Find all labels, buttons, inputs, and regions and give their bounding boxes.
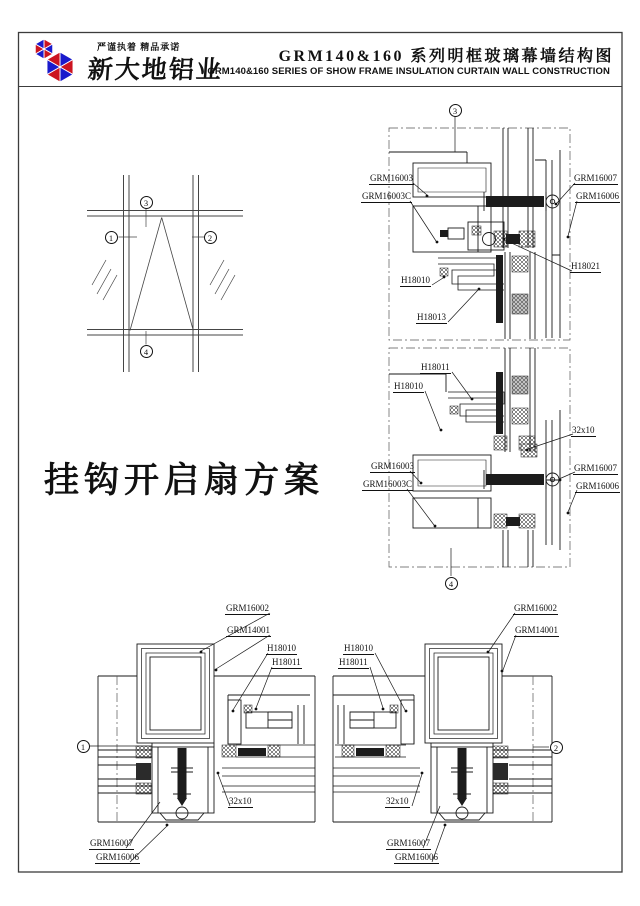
callout-3-section: 3 [449,104,462,117]
label-grm16003c: GRM16003C [363,479,413,489]
label-32x10: 32x10 [572,425,595,435]
label-grm16002: GRM16002 [226,603,270,613]
sheet-title-chinese: GRM140&160 系列明框玻璃幕墙结构图 [278,48,614,65]
callout-1-section: 1 [77,740,90,753]
label-grm16003: GRM16003 [371,461,415,471]
callout-2-elevation: 2 [204,231,217,244]
label-h18010: H18010 [267,643,296,653]
label-h18011: H18011 [272,657,301,667]
label-grm16006: GRM16006 [576,481,620,491]
callout-4-section: 4 [445,577,458,590]
elevation-diagram [87,175,243,372]
section-detail-3 [389,117,577,340]
label-grm16007: GRM16007 [90,838,134,848]
sheet-title-english: GRM140&160 SERIES OF SHOW FRAME INSULATION CURTAIN WALL CONSTRUCTION [207,66,610,77]
label-h18013: H18013 [417,312,446,322]
company-slogan: 严谨执着 精品承诺 [97,42,181,52]
callout-4-elevation: 4 [140,345,153,358]
label-grm16007: GRM16007 [574,463,618,473]
label-grm16006: GRM16006 [395,852,439,862]
label-h18011: H18011 [339,657,368,667]
label-grm16007: GRM16007 [574,173,618,183]
label-grm16006: GRM16006 [576,191,620,201]
label-h18011: H18011 [421,362,450,372]
callout-3-elevation: 3 [140,196,153,209]
scheme-title: 挂钩开启扇方案 [44,461,325,500]
label-h18010: H18010 [401,275,430,285]
label-32x10: 32x10 [386,796,409,806]
label-grm14001: GRM14001 [227,625,271,635]
callout-2-section: 2 [550,741,563,754]
label-grm16002: GRM16002 [514,603,558,613]
company-name: 新大地铝业 [86,57,224,84]
label-h18010: H18010 [344,643,373,653]
label-grm16006: GRM16006 [96,852,140,862]
label-grm16007: GRM16007 [387,838,431,848]
label-grm14001: GRM14001 [515,625,559,635]
label-h18021: H18021 [571,261,600,271]
label-32x10: 32x10 [229,796,252,806]
label-h18010: H18010 [394,381,423,391]
label-grm16003: GRM16003 [370,173,414,183]
label-grm16003c: GRM16003C [362,191,412,201]
callout-1-elevation: 1 [105,231,118,244]
